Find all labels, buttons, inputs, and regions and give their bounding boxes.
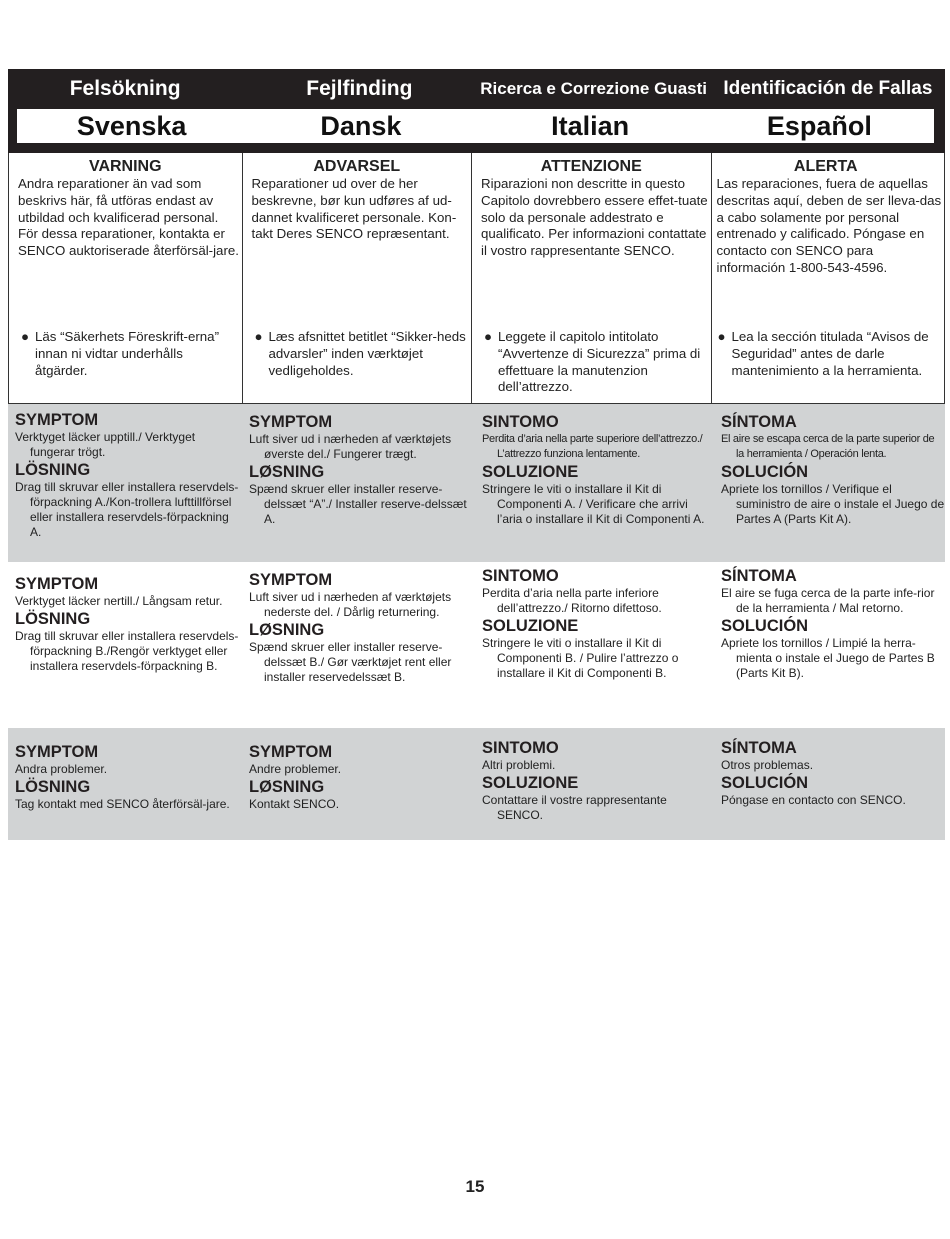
symptom-text: Altri problemi. [482, 758, 556, 772]
symptom-label: SYMPTOM [15, 575, 99, 593]
symptom-label: SYMPTOM [15, 411, 99, 429]
solution-text: Stringere le viti o installare il Kit di Componenti A. / Verificare che arrivi l’aria o installare il Kit di Componenti A. [482, 482, 705, 526]
solution-text: Stringere le viti o installare il Kit di Componenti B. / Pulire l’attrezzo o installare il Kit di Componenti B. [482, 636, 679, 680]
solution-label: LØSNING [249, 621, 325, 639]
solution-text: Póngase en contacto con SENCO. [721, 793, 906, 807]
bullet-icon: ● [21, 329, 30, 344]
solution-label: SOLUZIONE [482, 463, 579, 481]
solution-text: Kontakt SENCO. [249, 797, 340, 811]
troubleshoot-col [8, 410, 242, 562]
solution-label: LØSNING [249, 778, 325, 796]
section-title-espanol: Identificación de Fallas [723, 78, 933, 99]
warning-bullet [718, 329, 941, 379]
warning-text: Las reparaciones, fuera de aquellas descritas aquí, deben de ser lleva-das a cabo solamente por personal entrenado y calificado. Póngase en contacto con SENCO para información 1-800-543-4596. [716, 176, 942, 275]
bullet-icon: ● [484, 329, 493, 344]
symptom-label: SYMPTOM [249, 413, 333, 431]
troubleshoot-col [714, 728, 945, 840]
solution-label: SOLUZIONE [482, 617, 579, 635]
symptom-label: SINTOMO [482, 413, 559, 431]
symptom-label: SÍNTOMA [721, 413, 797, 431]
solution-label: LÖSNING [15, 778, 91, 796]
warning-table [8, 153, 945, 404]
language-row [17, 109, 934, 143]
symptom-label: SYMPTOM [249, 743, 333, 761]
warning-title: ALERTA [793, 158, 858, 175]
symptom-text: Otros problemas. [721, 758, 814, 772]
language-svenska: Svenska [76, 111, 187, 141]
solution-text: Spænd skruer eller installer reserve-delssæt “A”./ Installer reserve-delssæt A. [249, 482, 467, 526]
symptom-text: Verktyget läcker upptill./ Verktyget fungerar trögt. [15, 430, 196, 459]
warning-text: Reparationer ud over de her beskrevne, bør kun udføres af ud-dannet kvalificeret personale. Kon-takt Deres SENCO repræsentant. [251, 176, 457, 242]
solution-text: Spænd skruer eller installer reserve-delssæt B./ Gør værktøjet rent eller installer reservedelssæt B. [249, 640, 452, 684]
section-title-dansk: Fejlfinding [306, 77, 413, 100]
symptom-label: SYMPTOM [15, 743, 99, 761]
solution-label: SOLUCIÓN [721, 774, 809, 792]
symptom-text: El aire se fuga cerca de la parte infe-rior de la herramienta / Mal retorno. [721, 586, 935, 615]
symptom-text: Perdita d’aria nella parte superiore dell’attrezzo./ L’attrezzo funziona lentamente. [482, 433, 703, 460]
solution-label: LÖSNING [15, 461, 91, 479]
troubleshoot-block-3 [8, 728, 945, 840]
warning-text: Riparazioni non descritte in questo Capitolo dovrebbero essere effet-tuate solo da personale addestrato e qualificato. Per informazioni contattate il vostro rappresentante SENCO. [481, 176, 708, 259]
troubleshoot-col [242, 566, 475, 728]
warning-bullet-text: Läs “Säkerhets Föreskrift-erna” innan ni vidtar underhålls åtgärder. [35, 329, 220, 378]
symptom-text: Luft siver ud i nærheden af værktøjets nederste del. / Dårlig returnering. [249, 590, 452, 619]
symptom-text: Perdita d’aria nella parte inferiore dell’attrezzo./ Ritorno difettoso. [482, 586, 662, 615]
warning-column-italian [472, 153, 711, 403]
solution-label: SOLUZIONE [482, 774, 579, 792]
troubleshoot-col [242, 728, 475, 840]
warning-title: ATTENZIONE [540, 158, 642, 175]
warning-title: ADVARSEL [313, 158, 401, 175]
warning-column-espanol [712, 153, 945, 403]
language-dansk: Dansk [320, 111, 402, 141]
solution-label: LÖSNING [15, 610, 91, 628]
warning-bullet-text: Læs afsnittet betitlet “Sikker-heds advarsler” inden værktøjet vedligeholdes. [268, 329, 466, 378]
solution-label: SOLUCIÓN [721, 463, 809, 481]
troubleshoot-col [475, 728, 714, 840]
symptom-label: SINTOMO [482, 739, 559, 757]
header-band [8, 69, 945, 153]
symptom-text: El aire se escapa cerca de la parte superior de la herramienta / Operación lenta. [721, 433, 935, 460]
language-espanol: Español [766, 111, 872, 141]
troubleshoot-col [714, 410, 945, 562]
symptom-label: SYMPTOM [249, 571, 333, 589]
symptom-label: SINTOMO [482, 567, 559, 585]
symptom-text: Andra problemer. [15, 762, 108, 776]
solution-label: LØSNING [249, 463, 325, 481]
bullet-icon: ● [254, 329, 263, 344]
troubleshoot-block-2 [8, 566, 945, 728]
bullet-icon: ● [717, 329, 726, 344]
warning-bullet [255, 329, 468, 379]
troubleshoot-col [8, 566, 242, 728]
symptom-label: SÍNTOMA [721, 567, 797, 585]
warning-text: Andra reparationer än vad som beskrivs här, få utföras endast av utbildad och kvalificerad personal. För dessa reparationer, kontakta er SENCO auktoriserade återförsäl-jare. [18, 176, 239, 259]
troubleshoot-col [475, 410, 714, 562]
page-number: 15 [465, 1177, 485, 1196]
section-title-svenska: Felsökning [69, 77, 181, 100]
solution-text: Apriete los tornillos / Limpié la herra-mienta o instale el Juego de Partes B (Parts Kit B). [721, 636, 935, 680]
symptom-text: Andre problemer. [249, 762, 342, 776]
warning-bullet [484, 329, 706, 396]
warning-bullet [21, 329, 238, 379]
warning-column-svenska [9, 153, 243, 403]
section-titles [8, 73, 945, 105]
symptom-text: Verktyget läcker nertill./ Långsam retur. [15, 594, 223, 608]
troubleshoot-block-1 [8, 404, 945, 562]
solution-text: Drag till skruvar eller installera reservdels-förpackning A./Kon-trollera lufttillförsel eller installera reservdels-förpackning A. [15, 480, 239, 539]
solution-label: SOLUCIÓN [721, 617, 809, 635]
solution-text: Apriete los tornillos / Verifique el suministro de aire o instale el Juego de Partes A (Parts Kit A). [721, 482, 945, 526]
troubleshoot-col [714, 566, 945, 728]
symptom-text: Luft siver ud i nærheden af værktøjets øverste del./ Fungerer trægt. [249, 432, 452, 461]
troubleshoot-col [8, 728, 242, 840]
solution-text: Drag till skruvar eller installera reservdels-förpackning B./Rengör verktyget eller installera reservdels-förpackning B. [15, 629, 239, 673]
warning-column-dansk [243, 153, 473, 403]
symptom-label: SÍNTOMA [721, 739, 797, 757]
language-italian: Italian [551, 111, 630, 141]
section-title-italian: Ricerca e Correzione Guasti [480, 79, 707, 98]
troubleshoot-col [475, 566, 714, 728]
solution-text: Tag kontakt med SENCO återförsäl-jare. [15, 797, 230, 811]
warning-bullet-text: Lea la sección titulada “Avisos de Seguridad” antes de darle mantenimiento a la herramienta. [731, 329, 929, 378]
warning-title: VARNING [88, 158, 162, 175]
solution-text: Contattare il vostre rappresentante SENCO. [482, 793, 667, 822]
troubleshoot-col [242, 410, 475, 562]
warning-bullet-text: Leggete il capitolo intitolato “Avvertenze di Sicurezza” prima di effettuare la manutenzion dell’attrezzo. [498, 329, 701, 395]
